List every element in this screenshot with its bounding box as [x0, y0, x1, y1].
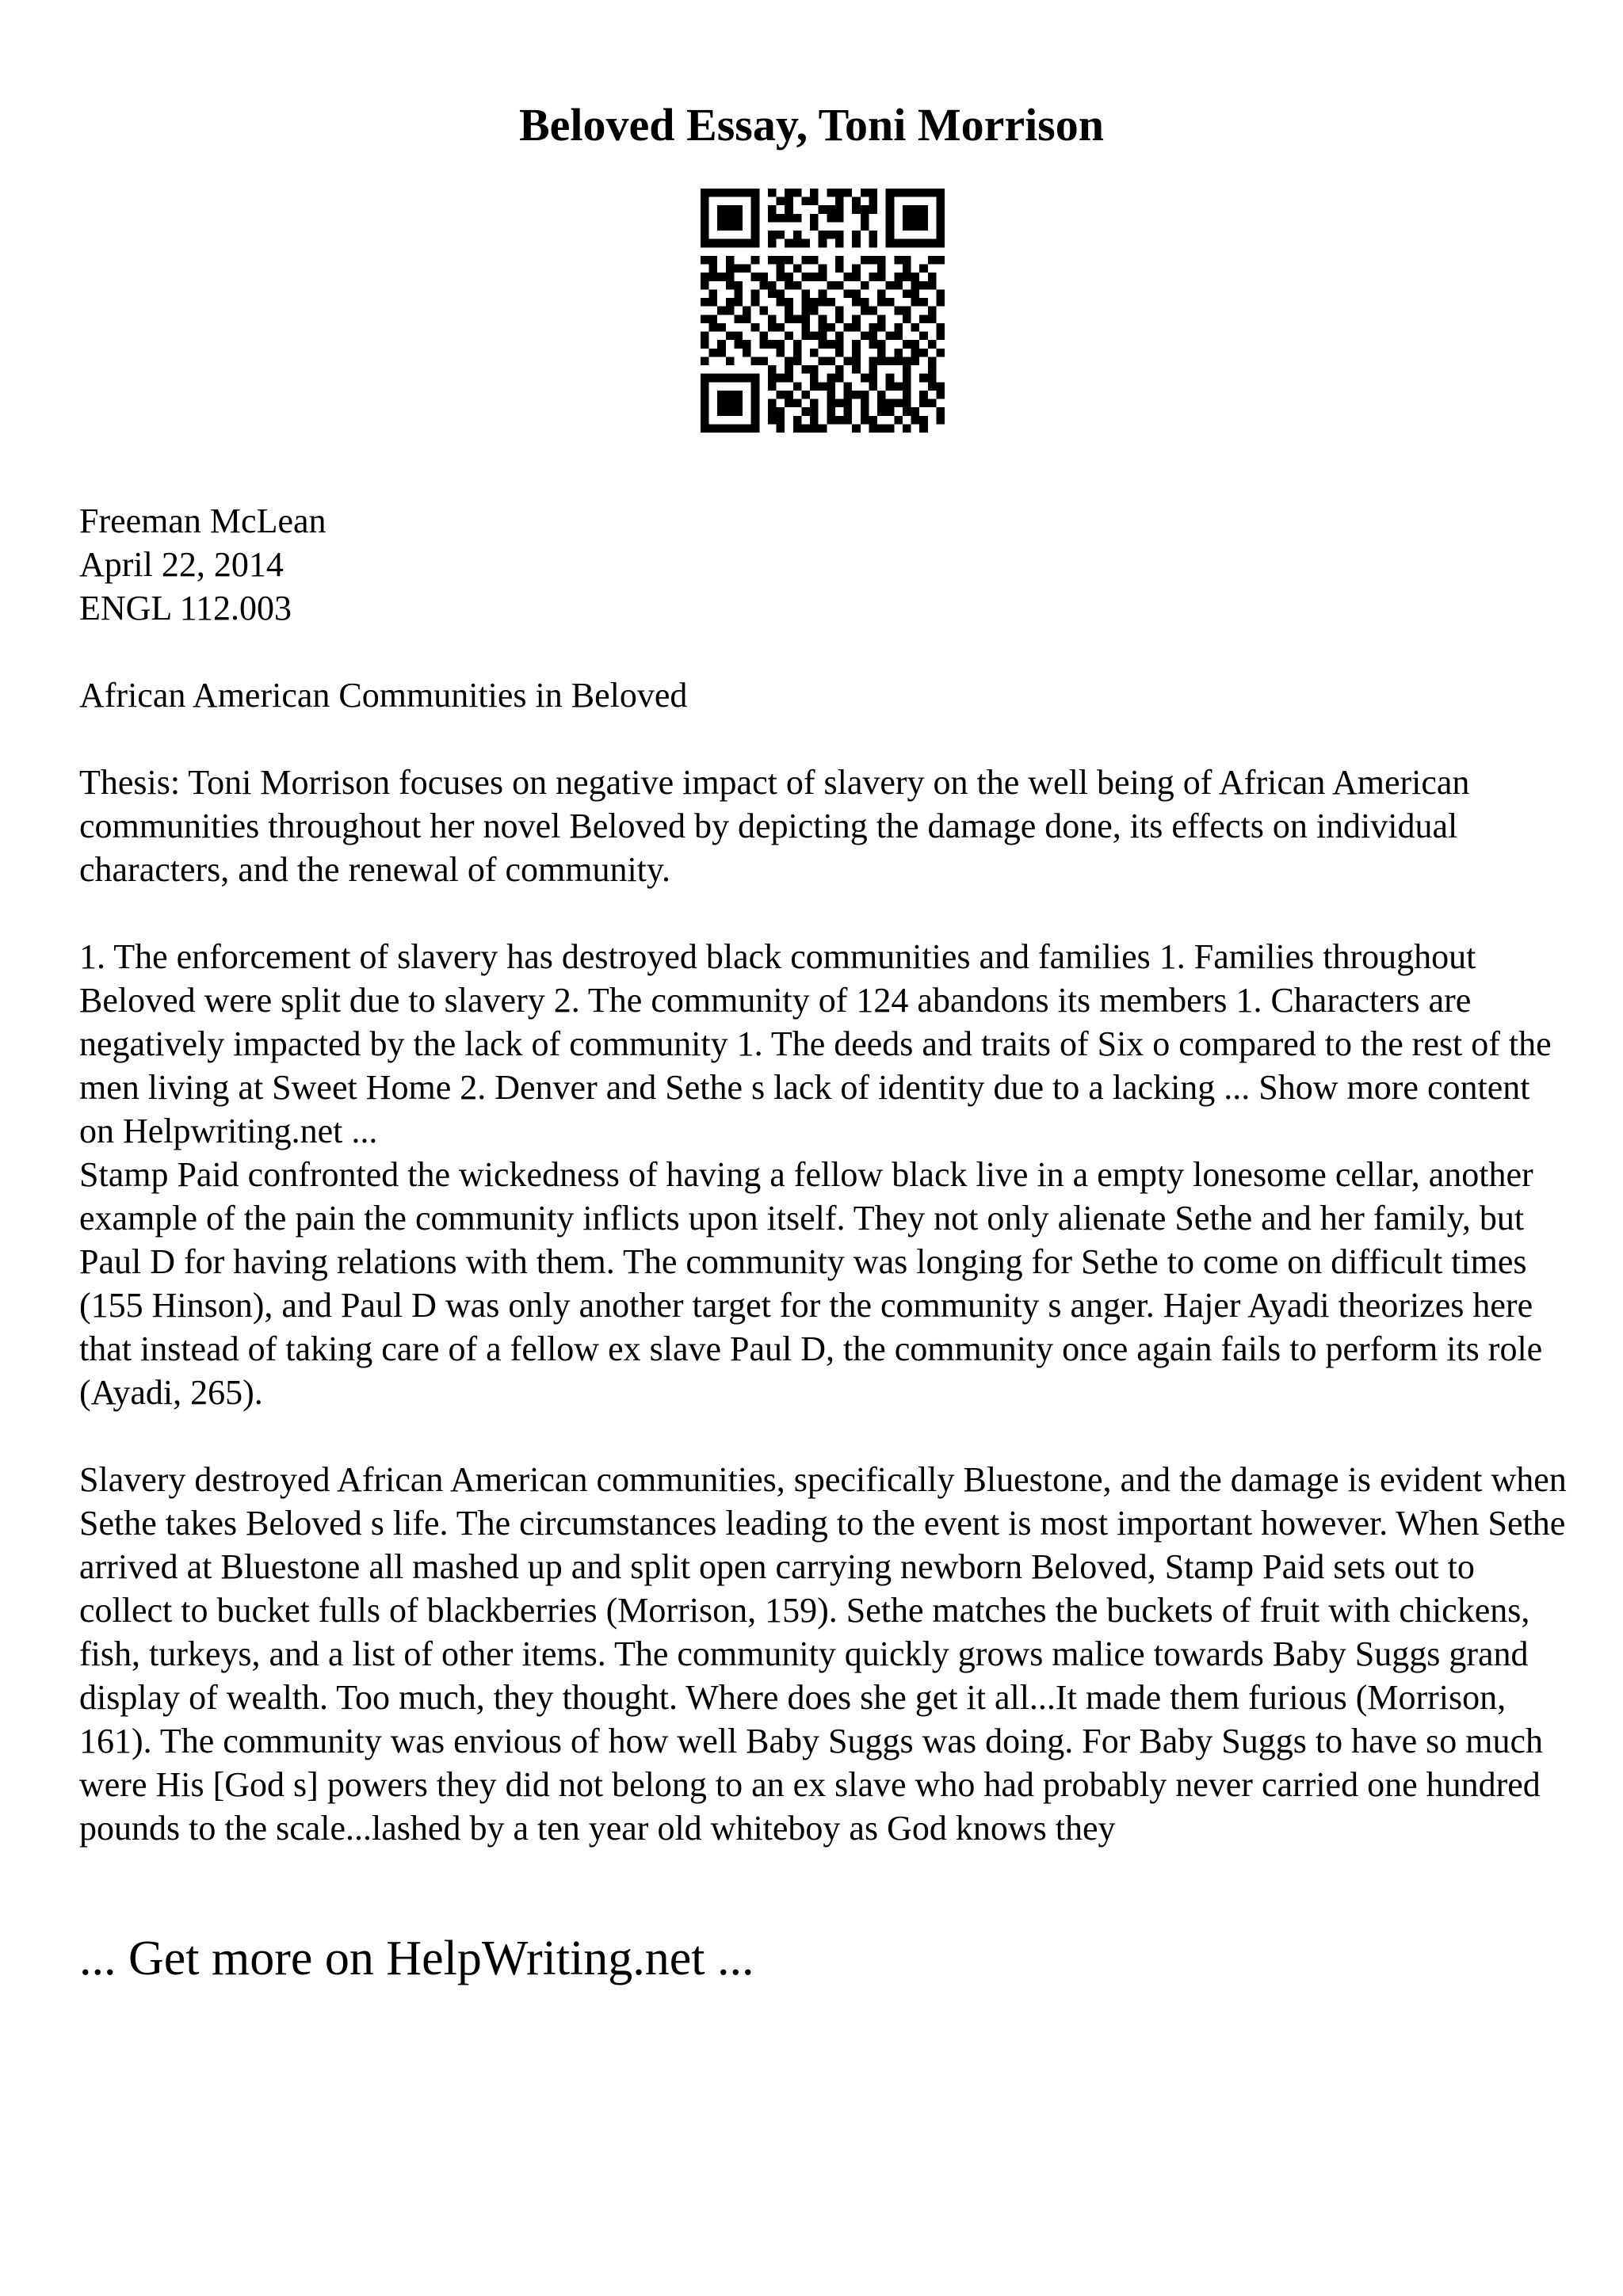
get-more-link[interactable]: ... Get more on HelpWriting.net ...	[79, 1932, 754, 1985]
course-code: ENGL 112.003	[79, 589, 292, 627]
body-paragraph-2: Slavery destroyed African American communities, specifically Bluestone, and the damage is evident when Sethe takes Beloved s life. The circumstances leading to the event is most important however. When Sethe arrived at Bluestone all mashed up and split open carrying newborn Beloved, Stamp Paid sets out to collect to bucket fulls of blackberries (Morrison, 159). Sethe matches the buckets of fruit with chickens, fish, turkeys, and a list of other items. The community quickly grows malice towards Baby Suggs grand display of wealth. Too much, they thought. Where does she get it all...It made them furious (Morrison, 161). The community was envious of how well Baby Suggs was doing. For Baby Suggs to have so much were His [God s] powers they did not belong to an ex slave who had probably never carried one hundred pounds to the scale...lashed by a ten year old whiteboy as God knows they	[79, 1460, 1567, 1848]
qr-code-icon	[701, 189, 945, 433]
thesis-paragraph: Thesis: Toni Morrison focuses on negative impact of slavery on the well being of African American communities throughout her novel Beloved by depicting the damage done, its effects on individual characters, and the renewal of community.	[79, 763, 1470, 889]
author-name: Freeman McLean	[79, 502, 327, 540]
essay-date: April 22, 2014	[79, 545, 284, 584]
essay-title: African American Communities in Beloved	[79, 676, 688, 715]
document-title: Beloved Essay, Toni Morrison	[518, 99, 1105, 151]
essay-body	[79, 499, 1569, 1894]
outline-paragraph: 1. The enforcement of slavery has destroyed black communities and families 1. Families throughout Beloved were split due to slavery 2. The community of 124 abandons its members 1. Characters are negatively impacted by the lack of community 1. The deeds and traits of Six o compared to the rest of the men living at Sweet Home 2. Denver and Sethe s lack of identity due to a lacking ... Show more content on Helpwriting.net ...	[79, 937, 1552, 1150]
body-paragraph-1: Stamp Paid confronted the wickedness of having a fellow black live in a empty lonesome cellar, another example of the pain the community inflicts upon itself. They not only alienate Sethe and her family, but Paul D for having relations with them. The community was longing for Sethe to come on difficult times (155 Hinson), and Paul D was only another target for the community s anger. Hajer Ayadi theorizes here that instead of taking care of a fellow ex slave Paul D, the community once again fails to perform its role (Ayadi, 265).	[79, 1155, 1543, 1412]
essay-header	[79, 499, 1569, 630]
